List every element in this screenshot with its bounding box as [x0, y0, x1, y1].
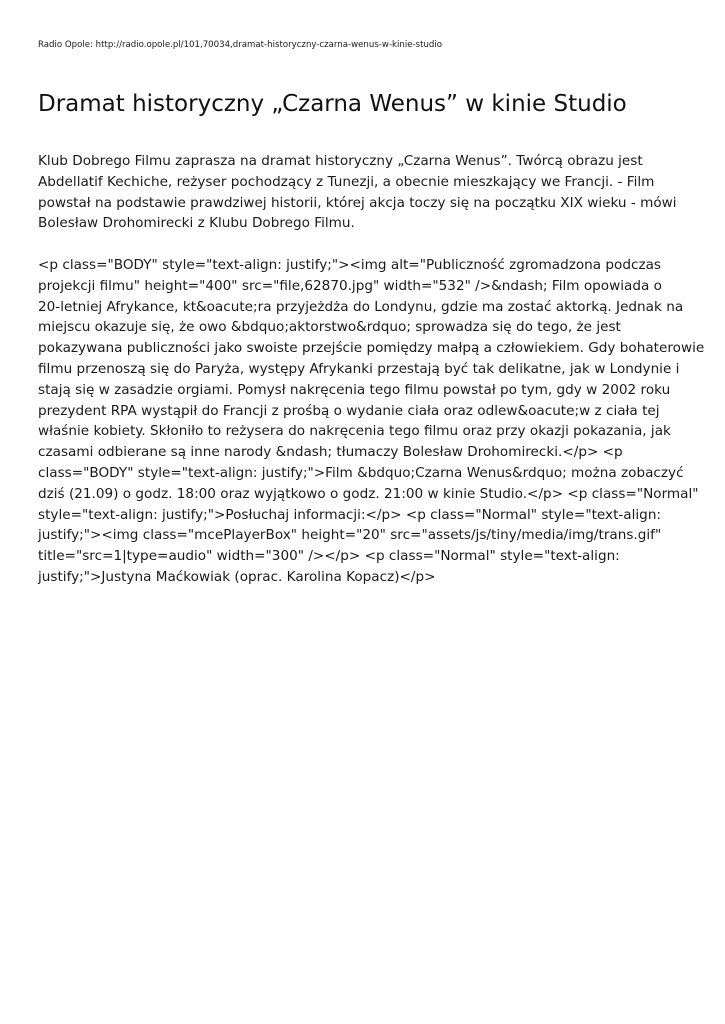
paragraph-line: pokazywana publiczności jako swoiste przejście pomiędzy małpą a człowiekiem. Gdy bohaterowie	[38, 340, 705, 357]
intro-paragraph	[38, 151, 688, 234]
raw-html-paragraph	[38, 255, 705, 588]
paragraph-line: Klub Dobrego Filmu zaprasza na dramat historyczny „Czarna Wenus”. Twórcą obrazu jest	[38, 153, 643, 169]
paragraph-line: class="BODY" style="text-align: justify;">Film &bdquo;Czarna Wenus&rdquo; można zobaczyć	[38, 464, 684, 481]
paragraph-line: Bolesław Drohomirecki z Klubu Dobrego Filmu.	[38, 215, 355, 232]
paragraph-line: dziś (21.09) o godz. 18:00 oraz wyjątkowo o godz. 21:00 w kinie Studio.</p> <p class="Normal"	[38, 485, 699, 502]
paragraph-line: czasami odbierane są inne narody &ndash; tłumaczy Bolesław Drohomirecki.</p> <p	[38, 444, 623, 461]
paragraph-line: filmu przenoszą się do Paryża, występy Afrykanki przestają być tak delikatne, jak w Londynie i	[38, 360, 680, 377]
paragraph-line: 20-letniej Afrykance, kt&oacute;ra przyjeżdża do Londynu, gdzie ma zostać aktorką. Jednak na	[38, 298, 684, 315]
source-url-line: Radio Opole: http://radio.opole.pl/101,70034,dramat-historyczny-czarna-wenus-w-kinie-studio	[38, 40, 443, 50]
paragraph-line: właśnie kobiety. Skłoniło to reżysera do nakręcenia tego filmu oraz przy okazji pokazania, jak	[38, 423, 671, 440]
paragraph-line: miejscu okazuje się, że owo &bdquo;aktorstwo&rdquo; sprowadza się do tego, że jest	[38, 319, 621, 336]
paragraph-line: Abdellatif Kechiche, reżyser pochodzący z Tunezji, a obecnie mieszkający we Francji. - Film	[38, 173, 655, 190]
paragraph-line: style="text-align: justify;">Posłuchaj informacji:</p> <p class="Normal" style="text-align:	[38, 506, 662, 523]
article-title: Dramat historyczny „Czarna Wenus” w kinie Studio	[38, 91, 627, 117]
paragraph-line: justify;"><img class="mcePlayerBox" height="20" src="assets/js/tiny/media/img/trans.gif"	[38, 527, 662, 544]
paragraph-line: title="src=1|type=audio" width="300" /></p> <p class="Normal" style="text-align:	[38, 548, 620, 565]
paragraph-line: powstał na podstawie prawdziwej historii, której akcja toczy się na początku XIX wieku - mówi	[38, 194, 677, 211]
paragraph-line: prezydent RPA wystąpił do Francji z prośbą o wydanie ciała oraz odlew&oacute;w z ciała tej	[38, 402, 660, 419]
paragraph-line: justify;">Justyna Maćkowiak (oprac. Karolina Kopacz)</p>	[38, 568, 436, 585]
paragraph-line: <p class="BODY" style="text-align: justify;"><img alt="Publiczność zgromadzona podczas	[38, 257, 662, 273]
paragraph-line: stają się w zasadzie orgiami. Pomysł nakręcenia tego filmu powstał po tym, gdy w 2002 roku	[38, 381, 671, 398]
paragraph-line: projekcji filmu" height="400" src="file,62870.jpg" width="532" />&ndash; Film opowiada o	[38, 277, 662, 294]
